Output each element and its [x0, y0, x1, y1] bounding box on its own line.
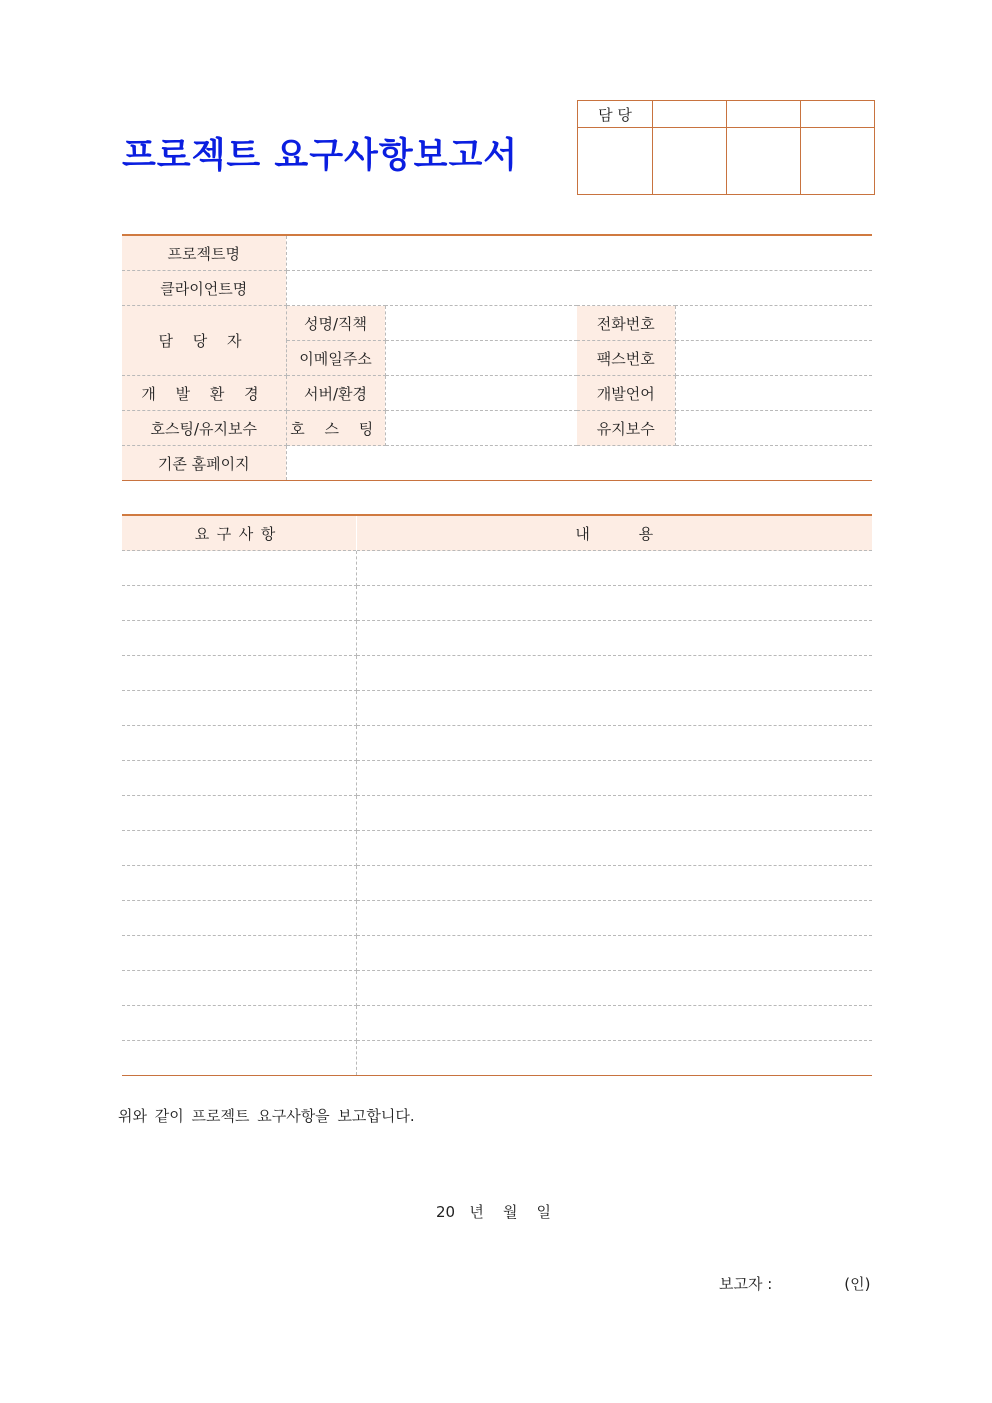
- table-row: [122, 691, 872, 726]
- label-hosting: 호 스 팅: [286, 411, 385, 446]
- label-dev-lang: 개발언어: [577, 376, 675, 411]
- approval-box: [577, 100, 875, 195]
- content-cell[interactable]: [356, 656, 872, 691]
- col-header-requirement: 요구사항: [122, 515, 356, 551]
- table-row: [122, 1006, 872, 1041]
- table-row: [122, 761, 872, 796]
- requirement-cell[interactable]: [122, 761, 356, 796]
- project-name-field[interactable]: [286, 235, 872, 271]
- signature-cell[interactable]: [578, 128, 653, 195]
- content-cell[interactable]: [356, 726, 872, 761]
- table-row: [122, 551, 872, 586]
- approval-cell[interactable]: [801, 101, 875, 128]
- table-row: [122, 936, 872, 971]
- requirements-table: [122, 514, 872, 1076]
- content-cell[interactable]: [356, 1006, 872, 1041]
- requirement-cell[interactable]: [122, 936, 356, 971]
- approval-cell[interactable]: [653, 101, 727, 128]
- seal-mark: (인): [844, 1275, 871, 1293]
- table-row: [122, 866, 872, 901]
- content-cell[interactable]: [356, 761, 872, 796]
- label-server-env: 서버/환경: [286, 376, 385, 411]
- label-manager: 담 당 자: [122, 306, 286, 376]
- label-existing-homepage: 기존 홈페이지: [122, 446, 286, 481]
- label-dev-env: 개 발 환 경: [122, 376, 286, 411]
- content-cell[interactable]: [356, 936, 872, 971]
- dev-lang-field[interactable]: [675, 376, 872, 411]
- page-title: 프로젝트 요구사항보고서: [122, 136, 519, 176]
- content-cell[interactable]: [356, 796, 872, 831]
- project-info-table: [122, 234, 872, 481]
- content-cell[interactable]: [356, 621, 872, 656]
- label-project-name: 프로젝트명: [122, 235, 286, 271]
- requirement-cell[interactable]: [122, 656, 356, 691]
- label-name-position: 성명/직책: [286, 306, 385, 341]
- reporter-label: 보고자 :: [719, 1275, 773, 1293]
- content-cell[interactable]: [356, 691, 872, 726]
- table-row: [122, 831, 872, 866]
- requirement-cell[interactable]: [122, 621, 356, 656]
- requirement-cell[interactable]: [122, 971, 356, 1006]
- table-row: [122, 901, 872, 936]
- requirement-cell[interactable]: [122, 691, 356, 726]
- signature-cell[interactable]: [727, 128, 801, 195]
- content-cell[interactable]: [356, 971, 872, 1006]
- requirement-cell[interactable]: [122, 1006, 356, 1041]
- requirement-cell[interactable]: [122, 586, 356, 621]
- table-row: [122, 586, 872, 621]
- approval-cell[interactable]: [727, 101, 801, 128]
- name-position-field[interactable]: [385, 306, 577, 341]
- email-field[interactable]: [385, 341, 577, 376]
- requirement-cell[interactable]: [122, 726, 356, 761]
- label-hosting-maint: 호스팅/유지보수: [122, 411, 286, 446]
- signature-cell[interactable]: [801, 128, 875, 195]
- table-row: [122, 971, 872, 1006]
- table-row: [122, 621, 872, 656]
- requirement-cell[interactable]: [122, 901, 356, 936]
- server-env-field[interactable]: [385, 376, 577, 411]
- content-cell[interactable]: [356, 1041, 872, 1076]
- existing-homepage-field[interactable]: [286, 446, 872, 481]
- table-row: [122, 796, 872, 831]
- label-client-name: 클라이언트명: [122, 271, 286, 306]
- label-maintenance: 유지보수: [577, 411, 675, 446]
- requirement-cell[interactable]: [122, 866, 356, 901]
- reporter-line: [719, 1273, 871, 1294]
- requirement-cell[interactable]: [122, 796, 356, 831]
- content-cell[interactable]: [356, 901, 872, 936]
- requirement-cell[interactable]: [122, 551, 356, 586]
- col-header-content: 내 용: [356, 515, 872, 551]
- requirement-cell[interactable]: [122, 831, 356, 866]
- content-cell[interactable]: [356, 866, 872, 901]
- fax-field[interactable]: [675, 341, 872, 376]
- report-statement: 위와 같이 프로젝트 요구사항을 보고합니다.: [118, 1107, 415, 1125]
- phone-field[interactable]: [675, 306, 872, 341]
- content-cell[interactable]: [356, 586, 872, 621]
- content-cell[interactable]: [356, 831, 872, 866]
- report-date[interactable]: 20 년 월 일: [436, 1203, 552, 1221]
- content-cell[interactable]: [356, 551, 872, 586]
- approval-label: 담 당: [578, 101, 653, 128]
- label-fax: 팩스번호: [577, 341, 675, 376]
- signature-cell[interactable]: [653, 128, 727, 195]
- table-row: [122, 656, 872, 691]
- client-name-field[interactable]: [286, 271, 872, 306]
- table-row: [122, 1041, 872, 1076]
- hosting-field[interactable]: [385, 411, 577, 446]
- table-row: [122, 726, 872, 761]
- maintenance-field[interactable]: [675, 411, 872, 446]
- label-phone: 전화번호: [577, 306, 675, 341]
- requirement-cell[interactable]: [122, 1041, 356, 1076]
- label-email: 이메일주소: [286, 341, 385, 376]
